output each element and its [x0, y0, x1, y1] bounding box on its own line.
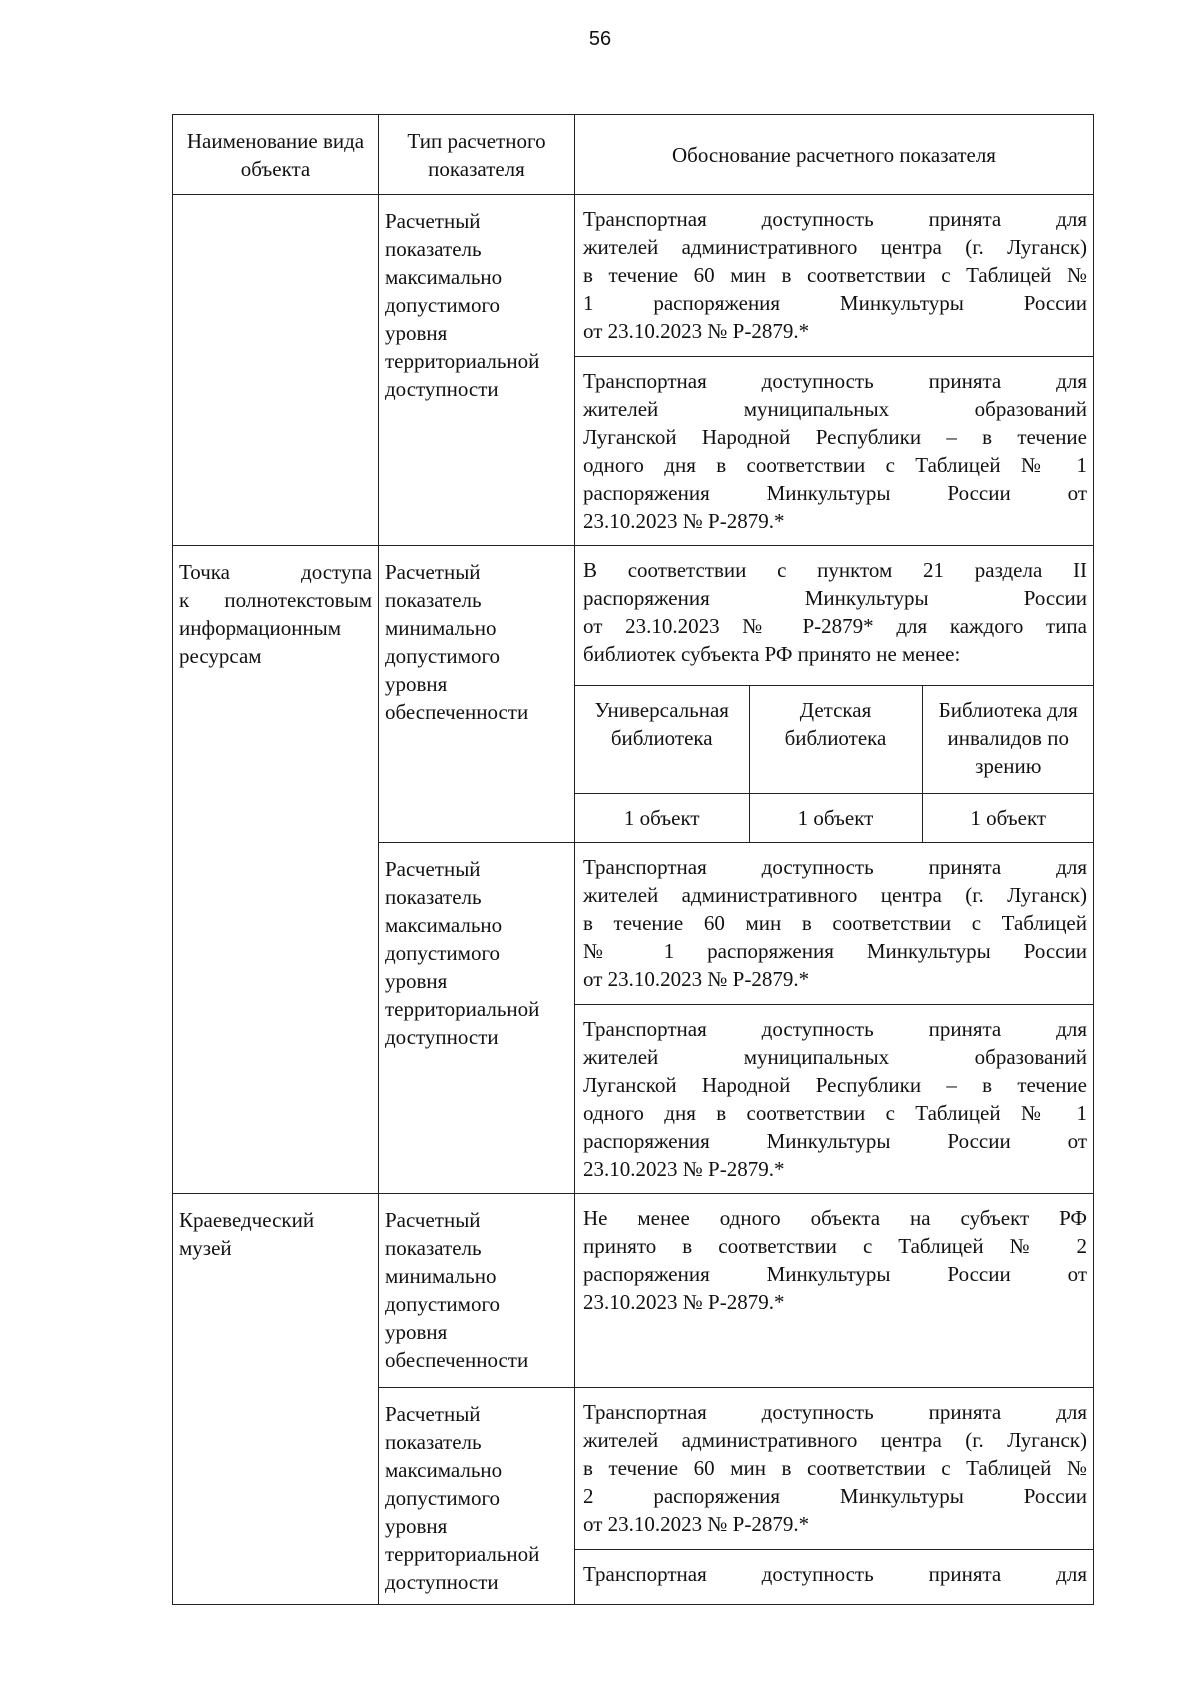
text-line: жителей административного центра (г. Луганск): [583, 883, 1087, 907]
library-count-visually-impaired: 1 объект: [922, 793, 1094, 842]
text-line: жителей муниципальных образований: [583, 397, 1087, 421]
text-line: в течение 60 мин в соответствии с Таблицей №: [583, 263, 1087, 287]
text-line: Расчетный: [385, 1208, 481, 1232]
library-type-children: Детская библиотека: [749, 686, 922, 793]
table-row: [173, 1194, 1094, 1388]
text-line: допустимого: [385, 1486, 501, 1510]
text-line: показатель: [385, 1236, 482, 1260]
text-line: 2 распоряжения Минкультуры России: [583, 1484, 1087, 1508]
text-line: минимально: [385, 616, 497, 640]
text-line: максимально: [385, 1458, 503, 1482]
library-count-children: 1 объект: [749, 793, 922, 842]
text-line: уровня: [385, 321, 448, 345]
table-row: [173, 546, 1094, 686]
text-line: уровня: [385, 1514, 448, 1538]
text-line: ресурсам: [179, 644, 262, 668]
text-line: Расчетный: [385, 209, 481, 233]
text-line: показатель: [385, 1430, 482, 1454]
justification-cell: [575, 1388, 1094, 1550]
text-line: 23.10.2023 № Р-2879.*: [583, 509, 785, 533]
text-line: жителей административного центра (г. Луганск): [583, 235, 1087, 259]
text-line: библиотек субъекта РФ принято не менее:: [583, 642, 961, 666]
justification-cell: [575, 1194, 1094, 1388]
text-line: уровня: [385, 969, 448, 993]
text-line: обеспеченности: [385, 700, 529, 724]
text-line: максимально: [385, 265, 503, 289]
text-line: Транспортная доступность принята для: [583, 369, 1087, 393]
library-types-table: [575, 686, 1094, 842]
indicator-type-cell: [379, 546, 575, 843]
text-line: максимально: [385, 913, 503, 937]
text-line: показатель: [385, 885, 482, 909]
text-line: к полнотекстовым: [179, 588, 372, 612]
text-line: Точка доступа: [179, 560, 372, 584]
library-type-universal: Универсальная библиотека: [575, 686, 749, 793]
text-line: Расчетный: [385, 1402, 481, 1426]
text-line: жителей муниципальных образований: [583, 1045, 1087, 1069]
text-line: допустимого: [385, 644, 501, 668]
text-line: Расчетный: [385, 560, 481, 584]
text-line: Транспортная доступность принята для: [583, 1400, 1087, 1424]
justification-cell: [575, 195, 1094, 357]
text-line: допустимого: [385, 941, 501, 965]
text-line: 1 распоряжения Минкультуры России: [583, 291, 1087, 315]
text-line: уровня: [385, 672, 448, 696]
indicator-type-cell: [379, 1388, 575, 1605]
standards-table: [172, 114, 1094, 1605]
indicator-type-cell: [379, 195, 575, 546]
text-line: Транспортная доступность принята для: [583, 1562, 1087, 1586]
text-line: доступности: [385, 1025, 499, 1049]
header-indicator-type: Тип расчетного показателя: [379, 115, 575, 195]
text-line: жителей административного центра (г. Луганск): [583, 1428, 1087, 1452]
text-line: принято в соответствии с Таблицей № 2: [583, 1234, 1087, 1258]
text-line: информационным: [179, 616, 342, 640]
text-line: в течение 60 мин в соответствии с Таблицей №: [583, 1456, 1087, 1480]
indicator-type-cell: [379, 843, 575, 1194]
text-line: Краеведческий: [179, 1208, 315, 1232]
text-line: территориальной: [385, 997, 540, 1021]
library-count-universal: 1 объект: [575, 793, 749, 842]
text-line: музей: [179, 1236, 232, 1260]
text-line: распоряжения Минкультуры России от: [583, 481, 1087, 505]
text-line: Транспортная доступность принята для: [583, 855, 1087, 879]
text-line: от 23.10.2023 № Р-2879.*: [583, 319, 810, 343]
text-line: от 23.10.2023 № Р-2879.*: [583, 1512, 810, 1536]
text-line: доступности: [385, 377, 499, 401]
library-types-cell: [575, 686, 1094, 843]
text-line: показатель: [385, 588, 482, 612]
page-number: 56: [588, 28, 612, 50]
table-row: [173, 195, 1094, 357]
text-line: Транспортная доступность принята для: [583, 1017, 1087, 1041]
header-object-name: Наименование вида объекта: [173, 115, 379, 195]
justification-cell: [575, 546, 1094, 686]
text-line: допустимого: [385, 293, 501, 317]
text-line: Луганской Народной Республики – в течение: [583, 425, 1087, 449]
header-justification: Обоснование расчетного показателя: [575, 115, 1094, 195]
justification-cell: [575, 1550, 1094, 1605]
text-line: Транспортная доступность принята для: [583, 207, 1087, 231]
text-line: № 1 распоряжения Минкультуры России: [583, 939, 1087, 963]
justification-cell: [575, 843, 1094, 1005]
object-name-cell: [173, 1194, 379, 1605]
table-header-row: [173, 115, 1094, 195]
text-line: территориальной: [385, 349, 540, 373]
text-line: распоряжения Минкультуры России от: [583, 1129, 1087, 1153]
text-line: 23.10.2023 № Р-2879.*: [583, 1290, 785, 1314]
text-line: доступности: [385, 1570, 499, 1594]
text-line: от 23.10.2023 № Р-2879* для каждого типа: [583, 614, 1087, 638]
text-line: допустимого: [385, 1292, 501, 1316]
text-line: от 23.10.2023 № Р-2879.*: [583, 967, 810, 991]
text-line: минимально: [385, 1264, 497, 1288]
text-line: в течение 60 мин в соответствии с Таблицей: [583, 911, 1087, 935]
text-line: территориальной: [385, 1542, 540, 1566]
text-line: распоряжения Минкультуры России от: [583, 1262, 1087, 1286]
text-line: В соответствии с пунктом 21 раздела II: [583, 558, 1087, 582]
justification-cell: [575, 357, 1094, 546]
text-line: Расчетный: [385, 857, 481, 881]
library-type-visually-impaired: Библиотека для инвалидов по зрению: [922, 686, 1094, 793]
text-line: уровня: [385, 1320, 448, 1344]
text-line: распоряжения Минкультуры России: [583, 586, 1087, 610]
text-line: 23.10.2023 № Р-2879.*: [583, 1157, 785, 1181]
object-name-cell: [173, 546, 379, 1194]
text-line: одного дня в соответствии с Таблицей № 1: [583, 453, 1087, 477]
text-line: Луганской Народной Республики – в течение: [583, 1073, 1087, 1097]
indicator-type-cell: [379, 1194, 575, 1388]
text-line: показатель: [385, 237, 482, 261]
text-line: Не менее одного объекта на субъект РФ: [583, 1206, 1087, 1230]
object-name-cell: [173, 195, 379, 546]
text-line: обеспеченности: [385, 1348, 529, 1372]
justification-cell: [575, 1005, 1094, 1194]
text-line: одного дня в соответствии с Таблицей № 1: [583, 1101, 1087, 1125]
